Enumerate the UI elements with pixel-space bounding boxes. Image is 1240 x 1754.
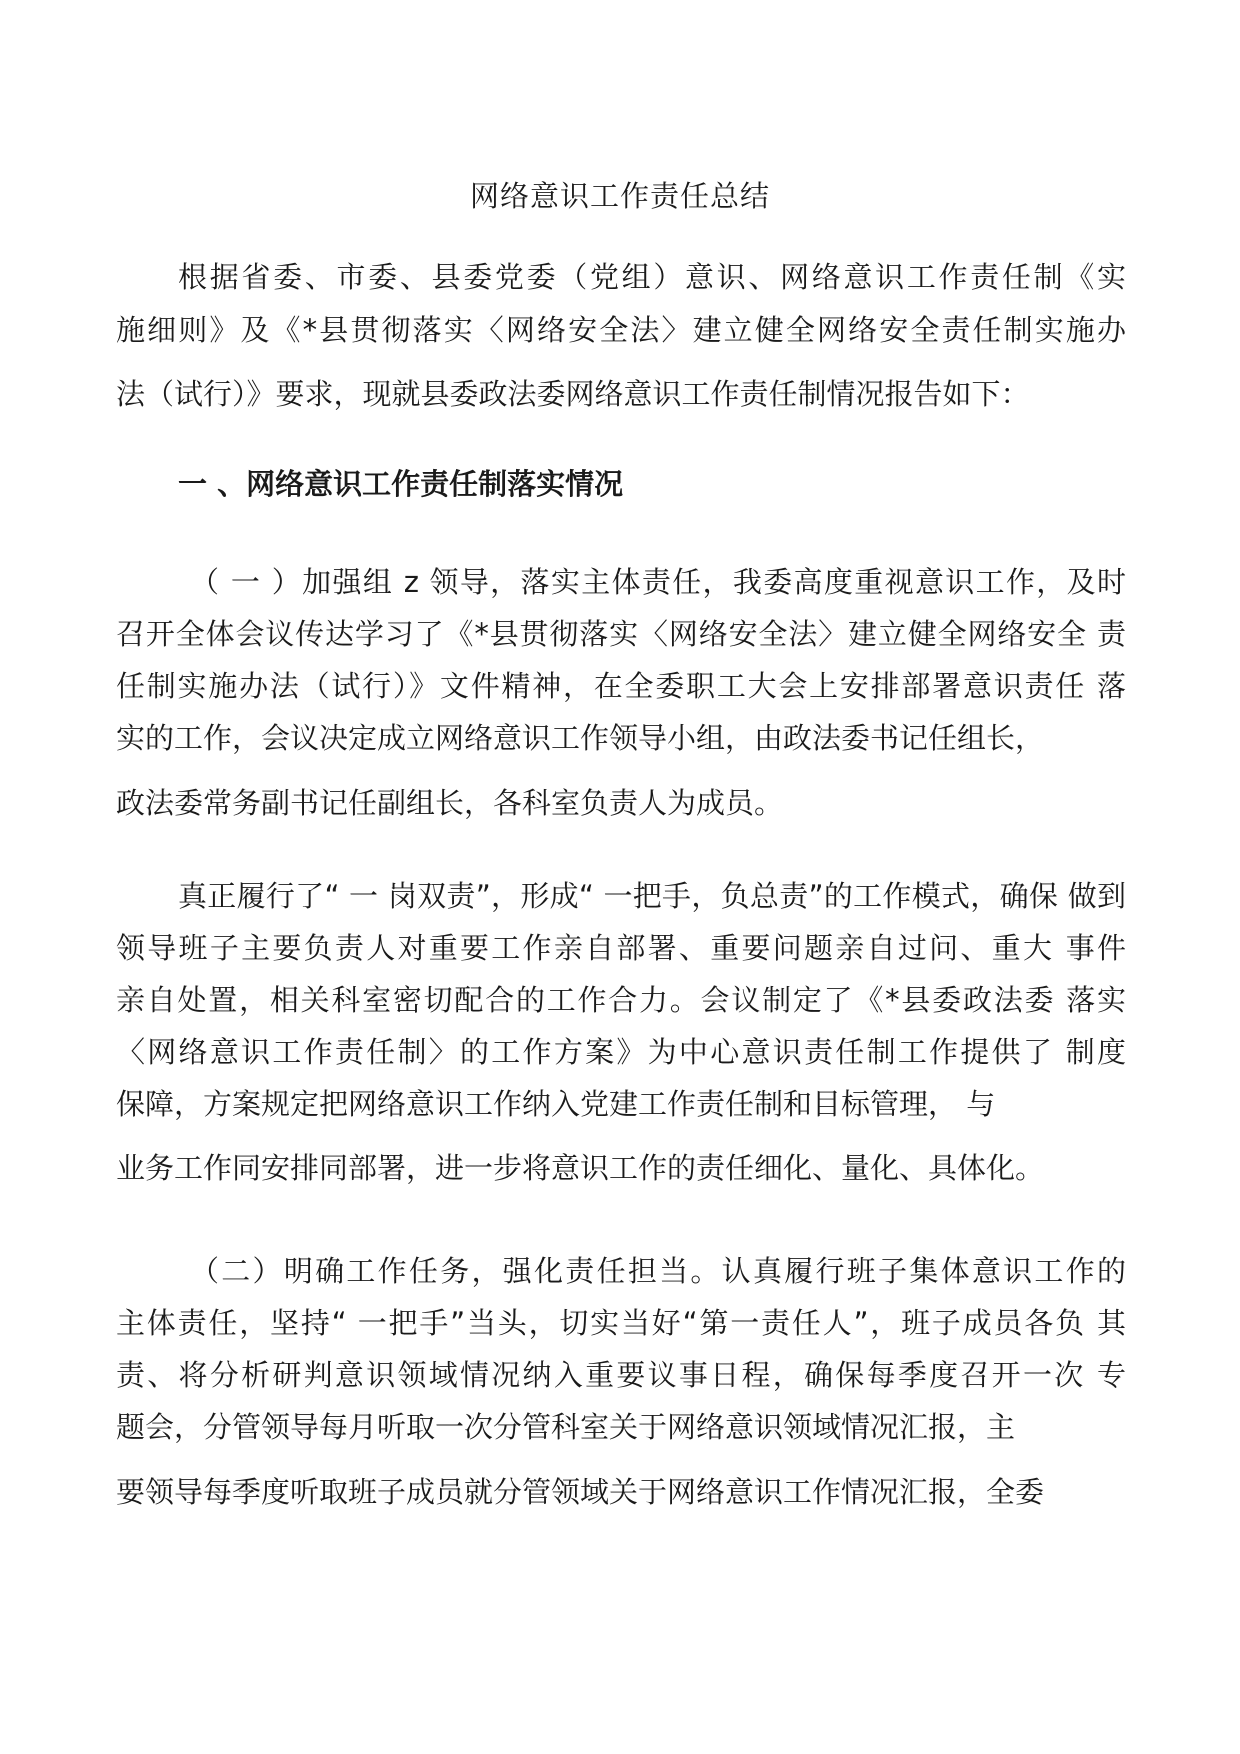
body-line: 题会，分管领导每月听取一次分管科室关于网络意识领域情况汇报，主 (116, 1410, 1016, 1444)
body-line: 施细则》及《*县贯彻落实〈网络安全法〉建立健全网络安全责任制实施办 (116, 313, 1126, 347)
document-title: 网络意识工作责任总结 (469, 179, 770, 213)
body-line: 法（试行）》要求，现就县委政法委网络意识工作责任制情况报告如下： (116, 377, 1030, 411)
body-line: 任制实施办法（试行）》文件精神，在全委职工大会上安排部署意识责任 落 (116, 669, 1126, 703)
body-line: 亲自处置，相关科室密切配合的工作合力。会议制定了《*县委政法委 落实 (116, 983, 1126, 1017)
body-line: 保障，方案规定把网络意识工作纳入党建工作责任制和目标管理， 与 (116, 1087, 996, 1121)
body-line: 政法委常务副书记任副组长，各科室负责人为成员。 (116, 786, 784, 820)
body-line: （二）明确工作任务，强化责任担当。认真履行班子集体意识工作的 (190, 1254, 1126, 1288)
body-line: 〈网络意识工作责任制〉的工作方案》为中心意识责任制工作提供了 制度 (116, 1035, 1126, 1069)
body-line: 主体责任，坚持“ 一把手”当头，切实当好“第一责任人”，班子成员各负 其 (116, 1306, 1126, 1340)
body-line: 领导班子主要负责人对重要工作亲自部署、重要问题亲自过问、重大 事件 (116, 931, 1126, 965)
body-line: 根据省委、市委、县委党委（党组）意识、网络意识工作责任制《实 (178, 260, 1126, 294)
body-line: 业务工作同安排同部署，进一步将意识工作的责任细化、量化、具体化。 (116, 1151, 1045, 1185)
body-line: 实的工作，会议决定成立网络意识工作领导小组，由政法委书记任组长， (116, 721, 1045, 755)
body-line: （ 一 ）加强组 z 领导，落实主体责任，我委高度重视意识工作，及时 (190, 565, 1126, 599)
section-heading: 一 、网络意识工作责任制落实情况 (178, 467, 624, 501)
body-line: 要领导每季度听取班子成员就分管领域关于网络意识工作情况汇报，全委 (116, 1475, 1045, 1509)
body-line: 召开全体会议传达学习了《*县贯彻落实〈网络安全法〉建立健全网络安全 责 (116, 617, 1126, 651)
body-line: 责、将分析研判意识领域情况纳入重要议事日程，确保每季度召开一次 专 (116, 1358, 1126, 1392)
body-line: 真正履行了“ 一 岗双责”，形成“ 一把手，负总责”的工作模式，确保 做到 (178, 879, 1126, 913)
